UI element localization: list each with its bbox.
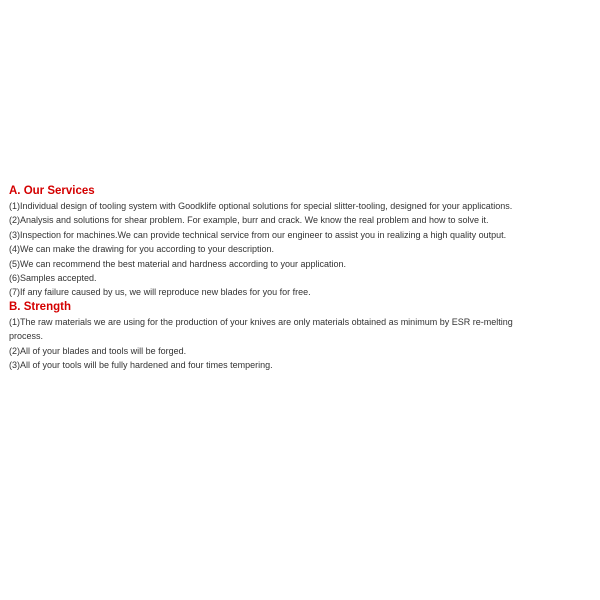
strength-item: (1)The raw materials we are using for the production of your knives are only materials obtained as minimum by ESR re-melting process. [9,316,513,342]
services-item: (3)Inspection for machines.We can provide technical service from our engineer to assist you in realizing a high quality output. [9,229,507,240]
services-heading: A. Our Services [9,185,95,197]
services-item: (1)Individual design of tooling system with Goodklife optional solutions for special slitter-tooling, designed for your applications. [9,201,513,211]
strength-section [9,300,514,373]
strength-item: (3)All of your tools will be fully hardened and four times tempering. [9,360,273,371]
strength-item: (2)All of your blades and tools will be forged. [9,345,187,356]
services-item: (6)Samples accepted. [9,273,97,284]
services-section [9,184,514,300]
page-content [9,184,514,372]
services-item: (4)We can make the drawing for you according to your description. [9,244,274,255]
services-item: (2)Analysis and solutions for shear problem. For example, burr and crack. We know the real problem and how to solve it. [9,215,489,226]
services-item: (5)We can recommend the best material and hardness according to your application. [9,258,347,269]
services-item: (7)If any failure caused by us, we will reproduce new blades for you for free. [9,287,311,298]
strength-heading: B. Strength [9,300,71,313]
